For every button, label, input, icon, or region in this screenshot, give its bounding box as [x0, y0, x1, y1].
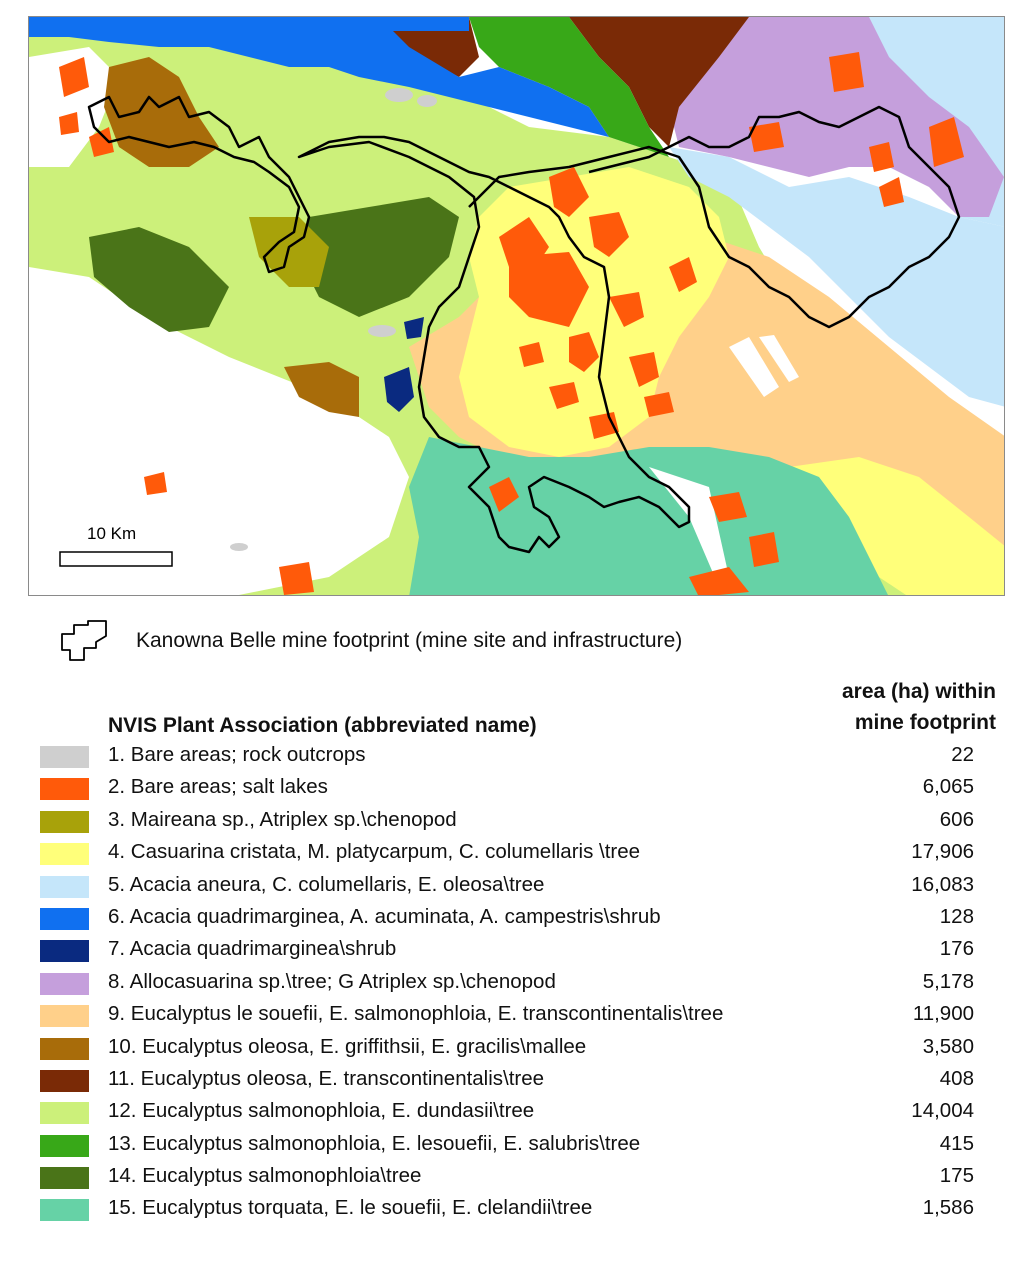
- legend-swatch: [40, 1167, 89, 1189]
- legend-area: 22: [951, 743, 974, 766]
- legend-row: [40, 1066, 980, 1098]
- legend-area: 17,906: [911, 840, 974, 864]
- legend-swatch: [40, 1199, 89, 1221]
- region-bare-rock-1: [385, 88, 413, 102]
- legend-label: 14. Eucalyptus salmonophloia\tree: [108, 1164, 422, 1188]
- legend-row: [40, 1034, 980, 1066]
- legend-label: 13. Eucalyptus salmonophloia, E. lesouefii, E. salubris\tree: [108, 1131, 641, 1155]
- legend-swatch: [40, 940, 89, 962]
- area-header: [796, 676, 996, 738]
- legend-area: 606: [939, 807, 974, 831]
- legend-area: 16,083: [911, 872, 974, 896]
- region-bare-rock-2: [417, 95, 437, 107]
- legend-area: 11,900: [912, 1002, 974, 1026]
- legend-row: [40, 742, 980, 774]
- legend-label: 7. Acacia quadrimarginea\shrub: [108, 937, 397, 961]
- plant-association-header: NVIS Plant Association (abbreviated name): [108, 714, 537, 737]
- legend-label: 1. Bare areas; rock outcrops: [108, 743, 366, 766]
- legend-label: 3. Maireana sp., Atriplex sp.\chenopod: [108, 807, 457, 831]
- footprint-legend-label: Kanowna Belle mine footprint (mine site and infrastructure): [136, 629, 683, 652]
- legend-label: 2. Bare areas; salt lakes: [108, 775, 328, 799]
- legend-row: [40, 969, 980, 1001]
- scale-bar-label: 10 Km: [87, 524, 137, 543]
- region-acacia-top-band: [29, 17, 469, 31]
- legend-swatch: [40, 778, 89, 800]
- legend-swatch: [40, 876, 89, 898]
- legend-swatch: [40, 1102, 89, 1124]
- legend-swatch: [40, 973, 89, 995]
- region-bare-rock-3: [368, 325, 396, 337]
- legend-label: 9. Eucalyptus le souefii, E. salmonophloia, E. transcontinentalis\tree: [108, 1002, 724, 1026]
- legend-label: 5. Acacia aneura, C. columellaris, E. oleosa\tree: [108, 872, 545, 896]
- legend-area: 14,004: [911, 1099, 974, 1123]
- legend-area: 128: [939, 904, 974, 928]
- legend-row: [40, 936, 980, 968]
- legend-area: 415: [939, 1131, 974, 1155]
- area-header-line2: mine footprint: [854, 711, 996, 734]
- legend-swatch: [40, 1135, 89, 1157]
- legend-area: 5,178: [922, 969, 974, 993]
- legend-row: [40, 1098, 980, 1130]
- legend-swatch: [40, 1038, 89, 1060]
- legend-area: 6,065: [922, 775, 974, 799]
- legend-label: 8. Allocasuarina sp.\tree; G Atriplex sp.\chenopod: [108, 969, 556, 993]
- legend-row: [40, 774, 980, 806]
- legend-label: 11. Eucalyptus oleosa, E. transcontinentalis\tree: [108, 1066, 545, 1090]
- legend-area: 1,586: [922, 1196, 974, 1220]
- legend-swatch: [40, 908, 89, 930]
- legend-row: [40, 1163, 980, 1195]
- legend-row: [40, 1195, 980, 1227]
- mine-footprint-outline-icon: [60, 620, 110, 662]
- scale-bar: [60, 552, 172, 566]
- legend-label: 4. Casuarina cristata, M. platycarpum, C. columellaris \tree: [108, 840, 641, 864]
- legend-swatch: [40, 1005, 89, 1027]
- legend-row: [40, 872, 980, 904]
- legend-label: 10. Eucalyptus oleosa, E. griffithsii, E. gracilis\mallee: [108, 1034, 587, 1058]
- legend-row: [40, 839, 980, 871]
- legend-label: 12. Eucalyptus salmonophloia, E. dundasii\tree: [108, 1099, 535, 1123]
- legend-row: [40, 1131, 980, 1163]
- footprint-legend: [60, 620, 1000, 662]
- legend-swatch: [40, 1070, 89, 1092]
- legend-row: [40, 904, 980, 936]
- legend-swatch: [40, 746, 89, 768]
- legend-area: 3,580: [922, 1034, 974, 1058]
- legend-table-header: [108, 676, 1000, 740]
- area-header-line1: area (ha) within: [841, 680, 996, 703]
- legend-table: [40, 742, 980, 1228]
- legend-row: [40, 1001, 980, 1033]
- legend-area: 175: [939, 1164, 974, 1188]
- legend-area: 408: [939, 1066, 974, 1090]
- legend-swatch: [40, 811, 89, 833]
- legend-label: 6. Acacia quadrimarginea, A. acuminata, A. campestris\shrub: [108, 904, 661, 928]
- legend-area: 176: [939, 937, 974, 961]
- vegetation-map: [28, 16, 1005, 596]
- legend-row: [40, 807, 980, 839]
- legend-label: 15. Eucalyptus torquata, E. le souefii, E. clelandii\tree: [108, 1196, 593, 1220]
- region-bare-rock-4: [230, 543, 248, 551]
- map-canvas: [29, 17, 1005, 596]
- legend-swatch: [40, 843, 89, 865]
